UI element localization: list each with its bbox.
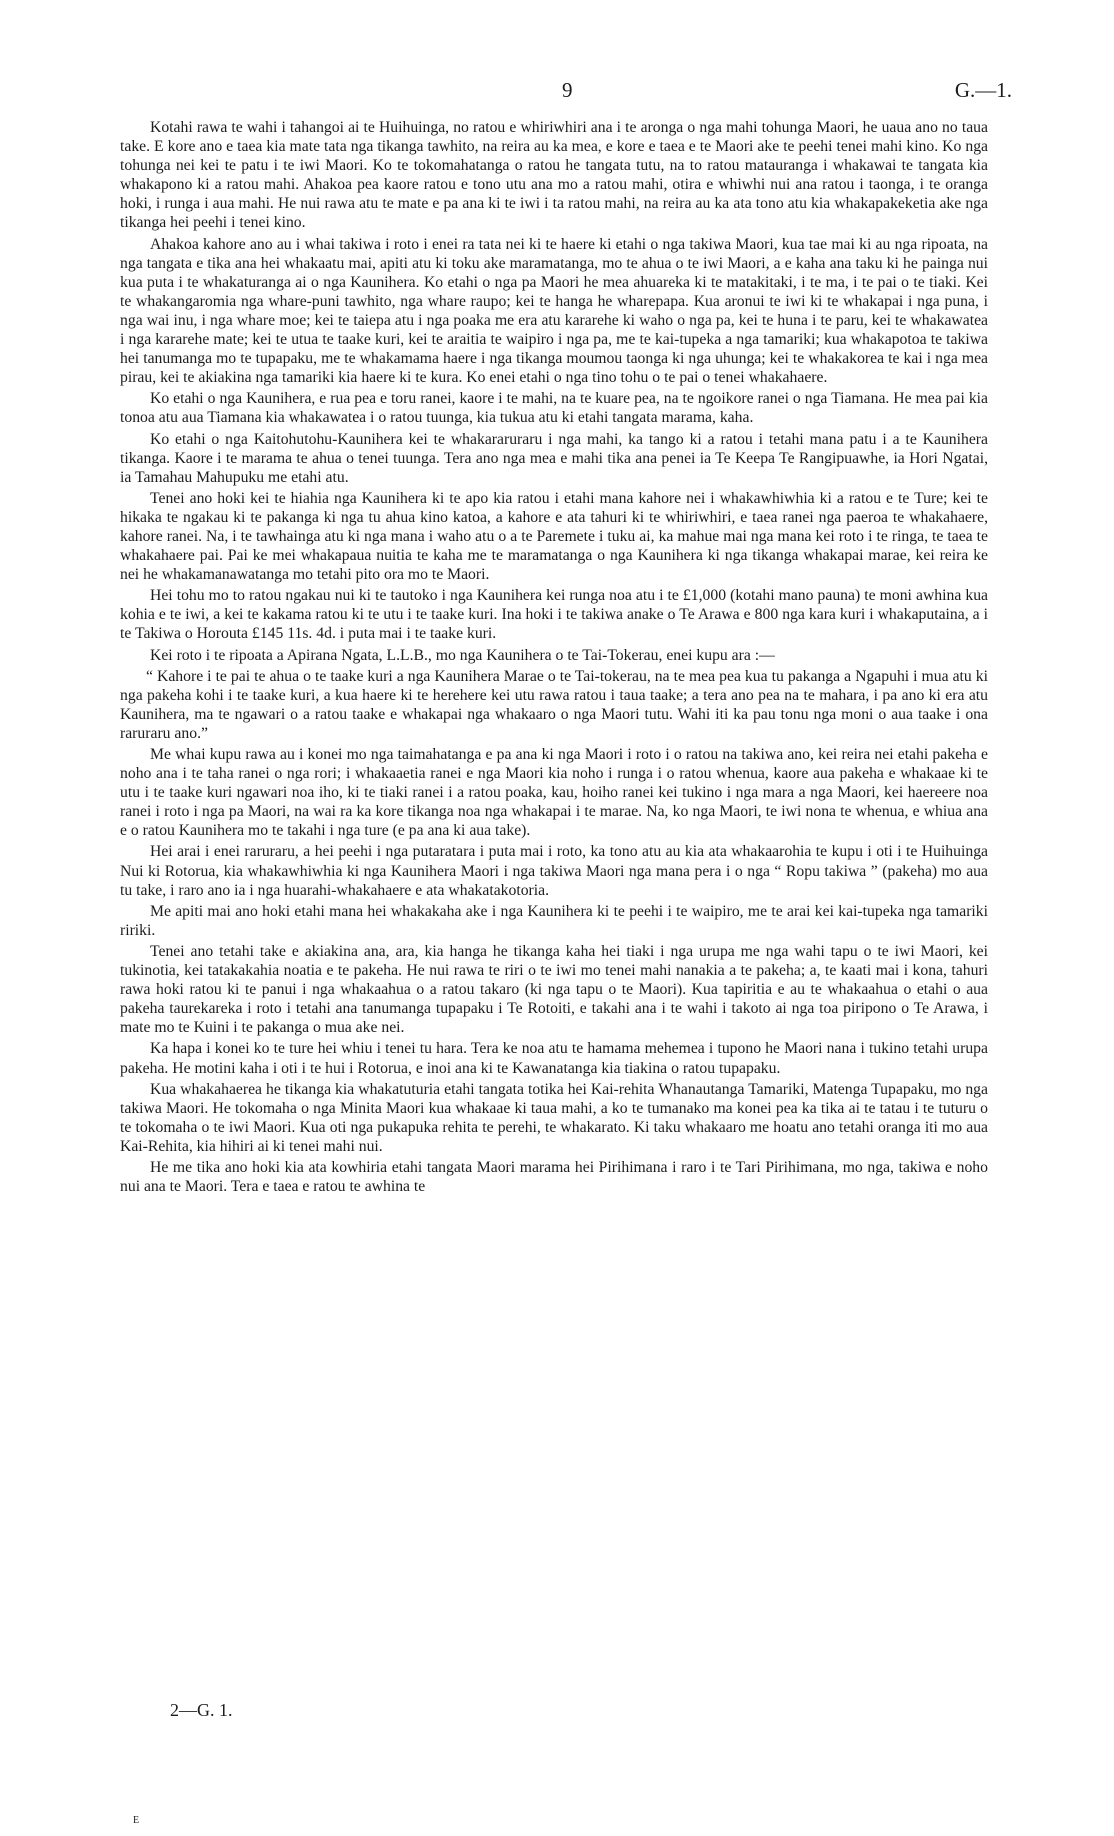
paragraph: Me apiti mai ano hoki etahi mana hei whakakaha ake i nga Kaunihera ki te peehi i te waipiro, me te arai kei kai-tupeka nga tamariki ririki. bbox=[120, 902, 988, 939]
paragraph: Ahakoa kahore ano au i whai takiwa i roto i enei ra tata nei ki te haere ki etahi o nga takiwa Maori, kua tae mai ki au nga ripoata, na nga tangata e tika ana hei whakaatu mai, apiti atu ki toku ake maramatanga, mo te ahua o te iwi Maori, a e kaha ana taku ki he painga nui kua puta i te whakaturanga ai o nga Kaunihera. Ko etahi o nga pa Maori he mea ahuareka ki te matakitaki, i te ma, i te pai o te tiaki. Kei te whakangaromia nga whare-puni tawhito, nga whare raupo; kei te hanga he wharepapa. Kua aronui te iwi ki te whakapai i nga puna, i nga wai inu, i nga whare moe; kei te taiepa atu i nga poaka me era atu kararehe ki waho o nga pa, kei te huna i te paru, kei te whakawatea i nga kararehe mate; kei te utua te taake kuri, kei te araitia te waipiro i nga pa, me te kai-tupeka a nga tamariki; kua whakapotoa te takiwa hei tanumanga mo te tupapaku, me te whakamama haere i nga tikanga moumou taonga ki nga uhunga; kei te whakakorea te kai i nga mea pirau, kei te akiakina nga tamariki kia haere ki te kura. Ko enei etahi o nga tino tohu o te pai o tenei whakahaere. bbox=[120, 235, 988, 387]
paragraph: Tenei ano hoki kei te hiahia nga Kaunihera ki te apo kia ratou i etahi mana kahore nei i whakawhiwhia ki a ratou e te Ture; kei te hikaka te ngakau ki te pakanga ki nga tu ahua kino katoa, a kahore e ata tahuri ki te whiriwhiri, e taea ranei nga paeroa te whakahaere, kahore ranei. Na, i te tawhainga atu ki nga mana i waho atu o a te Paremete i tuku ai, ka mahue mai nga mana kei roto i te ringa, te taea te whakahaere pai. Pai ke mei whakapaua nuitia te kaha me te maramatanga o nga Kaunihera ki nga tikanga whakapai marae, kei reira ke nei he whakamanawatanga mo tetahi pito ora mo te Maori. bbox=[120, 489, 988, 584]
paragraph: Ka hapa i konei ko te ture hei whiu i tenei tu hara. Tera ke noa atu te hamama mehemea i tupono he Maori nana i tukino tetahi urupa pakeha. He motini kaha i oti i te hui i Rotorua, e inoi ana ki te Kawanatanga kia tiakina o ratou tupapaku. bbox=[120, 1040, 988, 1077]
paragraph: Kotahi rawa te wahi i tahangoi ai te Huihuinga, no ratou e whiriwhiri ana i te aronga o nga mahi tohunga Maori, he uaua ano no taua take. E kore ano e taea kia mate tata nga tikanga tawhito, na reira au ka mea, e kore e taea e te Maori ake te peehi tenei mahi kino. Ko nga tohunga nei kei te patu i te iwi Maori. Ko te tokomahatanga o ratou he tangata tutu, na to ratou matauranga i whakawai te tangata kia whakapono ki a ratou mahi. Ahakoa pea kaore ratou e tono utu ana mo a ratou mahi, otira e whiwhi nui ana ratou i taonga, i te oranga hoki, i runga i aua mahi. He nui rawa atu te mate e pa ana ki te iwi i ta ratou mahi, na reira au ka ata tono atu kia whakapakeketia ake nga tikanga hei peehi i tenei kino. bbox=[120, 119, 988, 232]
signature-mark: 2—G. 1. bbox=[170, 1700, 233, 1720]
paragraph: Me whai kupu rawa au i konei mo nga taimahatanga e pa ana ki nga Maori i roto i o ratou na takiwa ano, kei reira nei etahi pakeha e noho ana i te taha ranei o nga rori; i whakaaetia ranei e nga Maori kia noho i runga i o ratou whenua, kaore aua pakeha e whakaae ki te utu i te taake kuri ngawari noa iho, ki te tiaki ranei i a ratou poaka, kau, hoiho ranei kei tukino i nga mara a nga Maori, kei haereere noa ranei i roto i nga pa Maori, na wai ra ka kore tikanga noa nga whakapai i te marae. Na, ko nga Maori, te iwi nona te whenua, e whiua ana e o ratou Kaunihera mo te takahi i nga ture (e pa ana ki aua take). bbox=[120, 746, 988, 840]
paragraph: Kua whakahaerea he tikanga kia whakatuturia etahi tangata totika hei Kai-rehita Whanautanga Tamariki, Matenga Tupapaku, mo nga takiwa Maori. He tokomaha o nga Minita Maori kua whakaae ki taua mahi, a ko te tumanako ma konei pea ka tika ai te tatau i te tuturu o te tokomaha o te iwi Maori. Kua oti nga pukapuka rehita te perehi, te whakarato. Ki taku whakaaro me hoatu ano tetahi oranga iti mo aua Kai-Rehita, kia hihiri ai ki tenei mahi nui. bbox=[120, 1080, 988, 1155]
paragraph: Ko etahi o nga Kaunihera, e rua pea e toru ranei, kaore i te mahi, na te kuare pea, na te ngoikore ranei o nga Tiamana. He mea pai kia tonoa atu aua Tiamana kia whakawatea i o ratou tuunga, kia tukua atu ki etahi tangata marama, kaha. bbox=[120, 390, 988, 427]
page-header bbox=[0, 78, 1114, 108]
paragraph: Ko etahi o nga Kaitohutohu-Kaunihera kei te whakararuraru i nga mahi, ka tango ki a ratou i tetahi mana patu i a te Kaunihera tikanga. Kaore i te marama te ahua o tenei tuunga. Tera ano nga mea e mahi tika ana penei ia Te Keepa Te Rangipuawhe, ia Hori Ngatai, ia Tamahau Mahupuku me etahi atu. bbox=[120, 430, 988, 486]
body-text bbox=[120, 118, 988, 1198]
page-number: 9 bbox=[562, 78, 573, 102]
paragraph: Tenei ano tetahi take e akiakina ana, ara, kia hanga he tikanga kaha hei tiaki i nga urupa me nga wahi tapu o te iwi Maori, kei tukinotia, kei tatakakahia noatia e te pakeha. He nui rawa te riri o te iwi mo tenei mahi nanakia a te pakeha; a, te kaati mai i kona, tahuri rawa hoki ratou ki te panui i nga whakaahua o a ratou takaro (ki nga tapu o te Maori). Kua tapiritia e au te whakaahua o etahi o aua pakeha taurekareka i roto i tetahi ana tanumanga tupapaku i Te Rotoiti, e takahi ana i te wahi i takoto ai nga toa piripono o Te Arawa, i mate mo te Kuini i te pakanga o mua ake nei. bbox=[120, 942, 988, 1037]
corner-mark: E bbox=[133, 1815, 140, 1826]
quoted-paragraph: “ Kahore i te pai te ahua o te taake kuri a nga Kaunihera Marae o te Tai-tokerau, na te mea pea kua tu pakanga a Ngapuhi i mua atu ki nga pakeha kohi i te taake kuri, a kua haere ki te herehere kei utu rawa ratou i taua taake; a tera ano pea na te mahara, i pa ano ki era atu Kaunihera, ma te ngawari o a ratou taake e whakapai nga whakaaro o nga Maori tutu. Wahi iti ka pau tonu nga moni o aua taake i ona raruraru ano.” bbox=[120, 667, 988, 742]
paragraph: Hei tohu mo to ratou ngakau nui ki te tautoko i nga Kaunihera kei runga noa atu i te £1,000 (kotahi mano pauna) te moni awhina kua kohia e te iwi, a kei te kakama ratou ki te utu i te taake kuri. Ina hoki i te takiwa anake o Te Arawa e 800 nga kara kuri i whakaputaina, a i te Takiwa o Horouta £145 11s. 4d. i puta mai i te taake kuri. bbox=[120, 587, 988, 643]
paragraph: He me tika ano hoki kia ata kowhiria etahi tangata Maori marama hei Pirihimana i raro i te Tari Pirihimana, mo nga, takiwa e noho nui ana te Maori. Tera e taea e ratou te awhina te bbox=[120, 1158, 988, 1196]
paragraph: Hei arai i enei raruraru, a hei peehi i nga putaratara i puta mai i roto, ka tono atu au kia ata whakaarohia te kupu i oti i te Huihuinga Nui ki Rotorua, kia whakawhiwhia ki nga Kaunihera Maori i nga takiwa Maori nga mana pera i o nga “ Ropu takiwa ” (pakeha) mo aua tu take, i raro ano ia i nga huarahi-whakahaere e ata whakatakotoria. bbox=[120, 843, 988, 899]
series-code: G.—1. bbox=[954, 78, 1012, 102]
paragraph: Kei roto i te ripoata a Apirana Ngata, L.L.B., mo nga Kaunihera o te Tai-Tokerau, enei kupu ara :— bbox=[150, 646, 775, 664]
